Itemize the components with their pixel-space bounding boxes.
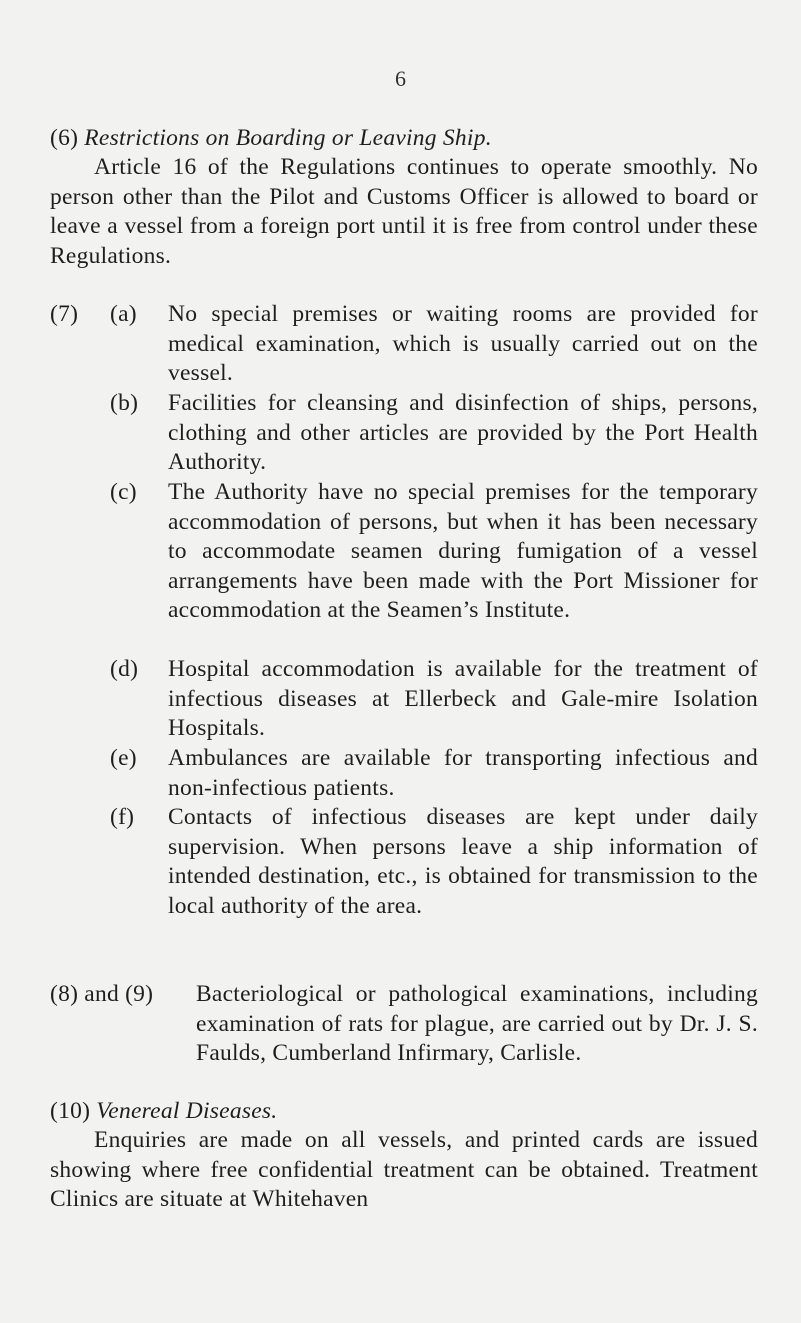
section-7-item-e-label: (e) bbox=[110, 745, 137, 771]
section-7-item-c bbox=[110, 478, 758, 626]
section-6-number: (6) bbox=[50, 125, 79, 151]
section-8-9 bbox=[50, 980, 758, 1069]
section-10-title: Venereal Diseases. bbox=[96, 1098, 278, 1124]
section-7-item-b bbox=[110, 389, 758, 478]
section-10-heading bbox=[50, 1097, 277, 1127]
section-10-number: (10) bbox=[50, 1098, 91, 1124]
section-8-9-label: (8) and (9) bbox=[50, 981, 154, 1007]
section-7-item-a bbox=[50, 300, 758, 389]
section-7-item-f-label: (f) bbox=[110, 804, 135, 830]
page-number: 6 bbox=[395, 66, 406, 91]
section-6-paragraph: Article 16 of the Regulations continues to operate smoothly. No person other than the Pilot and Customs Officer is allowed to board or leave a vessel from a foreign port until it is free from control under these Regulations. bbox=[50, 154, 758, 269]
section-7-item-d-text: Hospital accommodation is available for the treatment of infectious diseases at Ellerbeck and Gale-mire Isolation Hospitals. bbox=[168, 656, 758, 742]
section-7-item-d bbox=[110, 655, 758, 744]
section-10-paragraph: Enquiries are made on all vessels, and printed cards are issued showing where free confidential treatment can be obtained. Treatment Clinics are situate at Whitehaven bbox=[50, 1127, 758, 1213]
section-7-item-f bbox=[110, 803, 758, 921]
section-7-item-b-label: (b) bbox=[110, 390, 139, 416]
section-7-item-a-text: No special premises or waiting rooms are provided for medical examination, which is usually carried out on the vessel. bbox=[168, 301, 758, 387]
section-6-title: Restrictions on Boarding or Leaving Ship. bbox=[84, 125, 492, 151]
section-7-item-f-text: Contacts of infectious diseases are kept under daily supervision. When persons leave a ship information of intended destination, etc., is obtained for transmission to the local authority of the area. bbox=[168, 804, 758, 919]
section-8-9-text: Bacteriological or pathological examinations, including examination of rats for plague, are carried out by Dr. J. S. Faulds, Cumberland Infirmary, Carlisle. bbox=[196, 981, 758, 1067]
section-7-item-d-label: (d) bbox=[110, 656, 139, 682]
section-7-item-b-text: Facilities for cleansing and disinfection of ships, persons, clothing and other articles are provided by the Port Health Authority. bbox=[168, 390, 758, 476]
section-7-item-c-text: The Authority have no special premises for the temporary accommodation of persons, but when it has been necessary to accommodate seamen during fumigation of a vessel arrangements have been made with the Port Missioner for accommodation at the Seamen’s Institute. bbox=[168, 479, 758, 624]
section-7-number: (7) bbox=[50, 301, 79, 327]
section-6-heading bbox=[50, 124, 492, 154]
section-7-item-a-label: (a) bbox=[110, 301, 137, 327]
section-7-item-c-label: (c) bbox=[110, 479, 137, 505]
section-7-item-e bbox=[110, 744, 758, 803]
section-7-item-e-text: Ambulances are available for transporting infectious and non-infectious patients. bbox=[168, 745, 758, 801]
